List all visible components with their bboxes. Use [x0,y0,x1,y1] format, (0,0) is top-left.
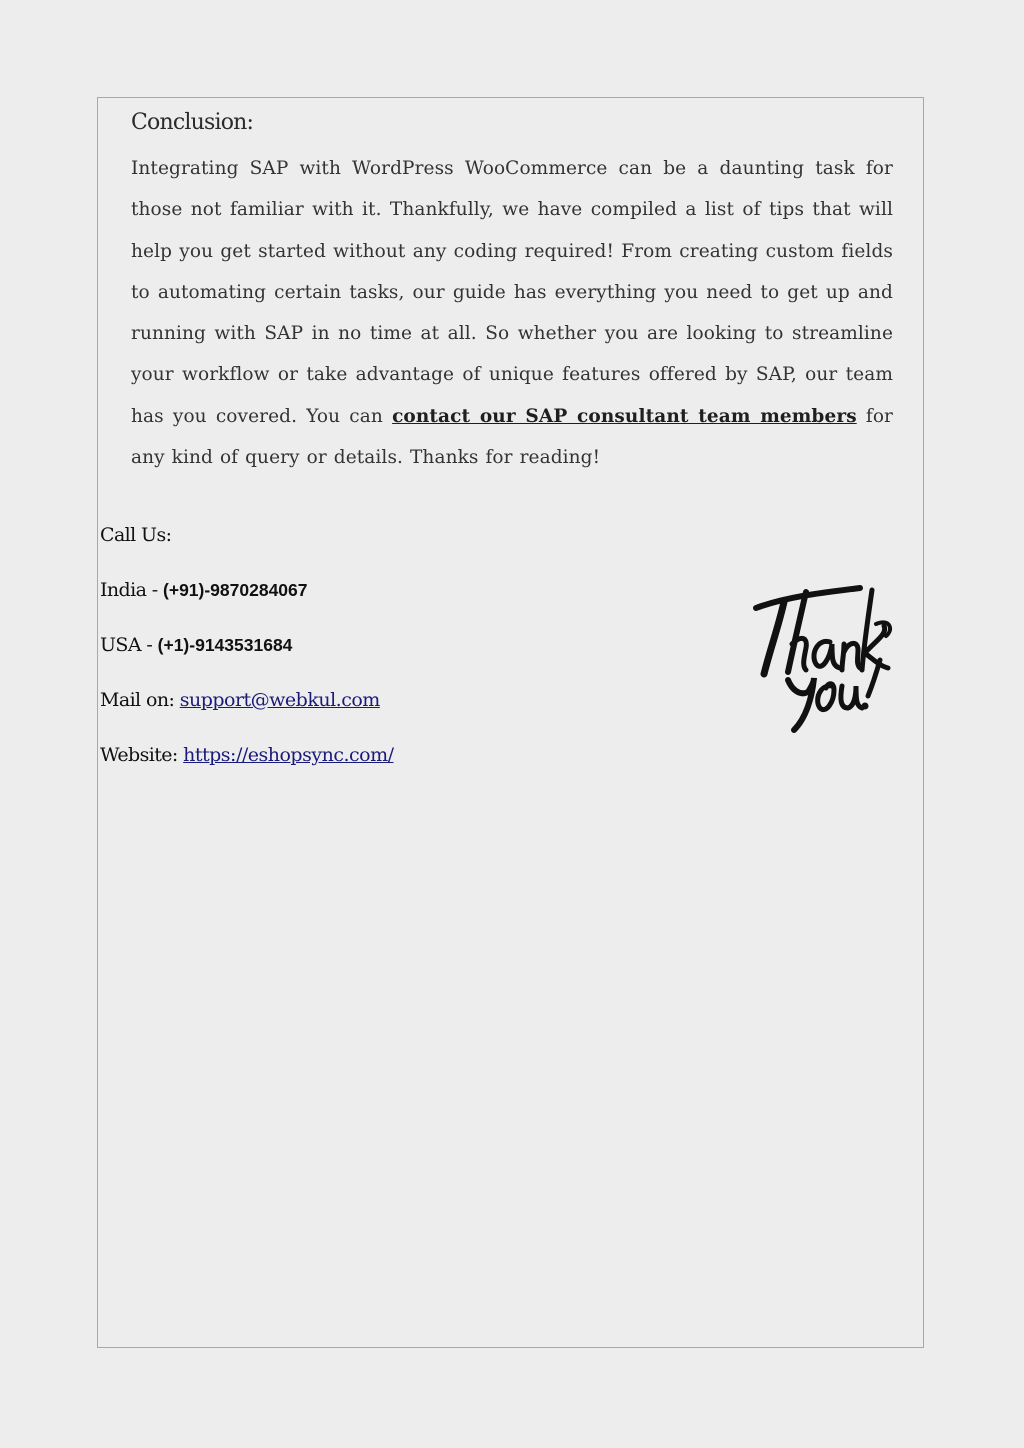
website-link[interactable]: https://eshopsync.com/ [183,744,394,766]
email-link[interactable]: support@webkul.com [179,689,380,711]
contact-section [100,517,394,792]
conclusion-heading: Conclusion: [131,110,254,135]
thank-you-lettering [748,578,898,738]
mail-label: Mail on: [100,689,180,711]
call-us-row [100,517,394,572]
conclusion-paragraph [131,148,893,478]
usa-label: USA - [100,634,158,656]
india-phone-number: (+91)-9870284067 [163,580,308,600]
india-phone-row [100,572,394,627]
india-label: India - [100,579,164,601]
paragraph-text-before-link: Integrating SAP with WordPress WooCommerce can be a daunting task for those not familiar with it. Thankfully, we have compiled a list of tips that will help you get started without any coding required! From creating custom fields to automating certain tasks, our guide has everything you need to get up and running with SAP in no time at all. So whether you are looking to streamline your workflow or take advantage of unique features offered by SAP, our team has you covered. You can [131,158,893,427]
usa-phone-row [100,627,394,682]
website-label: Website: [100,744,184,766]
contact-consultant-link[interactable]: contact our SAP consultant team members [392,405,857,427]
website-row [100,737,394,792]
usa-phone-number: (+1)-9143531684 [157,635,293,655]
paragraph-text-after-link: for any kind of query or details. Thanks for reading! [131,405,893,469]
mail-row [100,682,394,737]
call-us-label: Call Us: [100,524,172,546]
